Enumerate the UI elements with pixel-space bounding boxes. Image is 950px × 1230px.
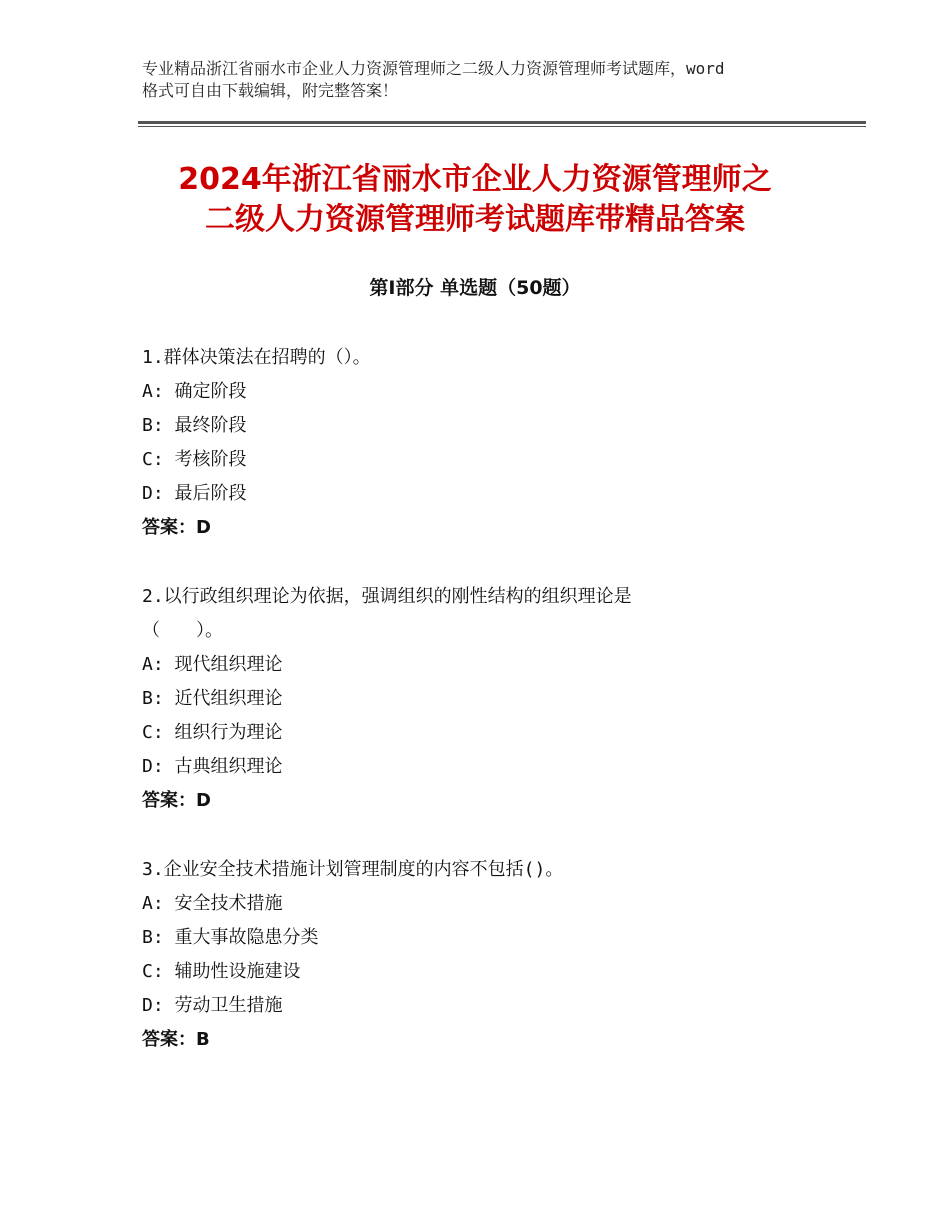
question-1	[142, 341, 842, 545]
option-b: B: 最终阶段	[142, 415, 247, 436]
document-title	[100, 160, 850, 240]
question-stem: 2.以行政组织理论为依据，强调组织的刚性结构的组织理论是	[142, 586, 632, 607]
option-a: A: 安全技术措施	[142, 893, 283, 914]
option-c: C: 考核阶段	[142, 449, 247, 470]
section-title: 第Ⅰ部分 单选题（50题）	[369, 277, 581, 299]
answer: 答案：B	[142, 1029, 210, 1050]
option-b: B: 重大事故隐患分类	[142, 927, 319, 948]
option-a: A: 确定阶段	[142, 381, 247, 402]
document-title-line-2: 二级人力资源管理师考试题库带精品答案	[205, 202, 745, 237]
header-note-line-2: 格式可自由下载编辑，附完整答案！	[142, 81, 399, 100]
question-3	[142, 853, 842, 1057]
header-divider-thin	[138, 126, 866, 127]
question-stem: 1.群体决策法在招聘的（）。	[142, 347, 371, 368]
answer: 答案：D	[142, 790, 211, 811]
header-note-line-1: 专业精品浙江省丽水市企业人力资源管理师之二级人力资源管理师考试题库，word	[142, 59, 725, 78]
option-c: C: 辅助性设施建设	[142, 961, 301, 982]
option-d: D: 劳动卫生措施	[142, 995, 283, 1016]
question-stem-continuation: （ ）。	[142, 620, 223, 641]
option-d: D: 最后阶段	[142, 483, 247, 504]
document-title-line-1: 2024年浙江省丽水市企业人力资源管理师之	[178, 162, 772, 197]
option-d: D: 古典组织理论	[142, 756, 283, 777]
header-note	[142, 58, 842, 102]
option-c: C: 组织行为理论	[142, 722, 283, 743]
option-a: A: 现代组织理论	[142, 654, 283, 675]
option-b: B: 近代组织理论	[142, 688, 283, 709]
header-divider-thick	[138, 121, 866, 124]
question-stem: 3.企业安全技术措施计划管理制度的内容不包括()。	[142, 859, 564, 880]
answer: 答案：D	[142, 517, 211, 538]
question-2	[142, 580, 842, 818]
